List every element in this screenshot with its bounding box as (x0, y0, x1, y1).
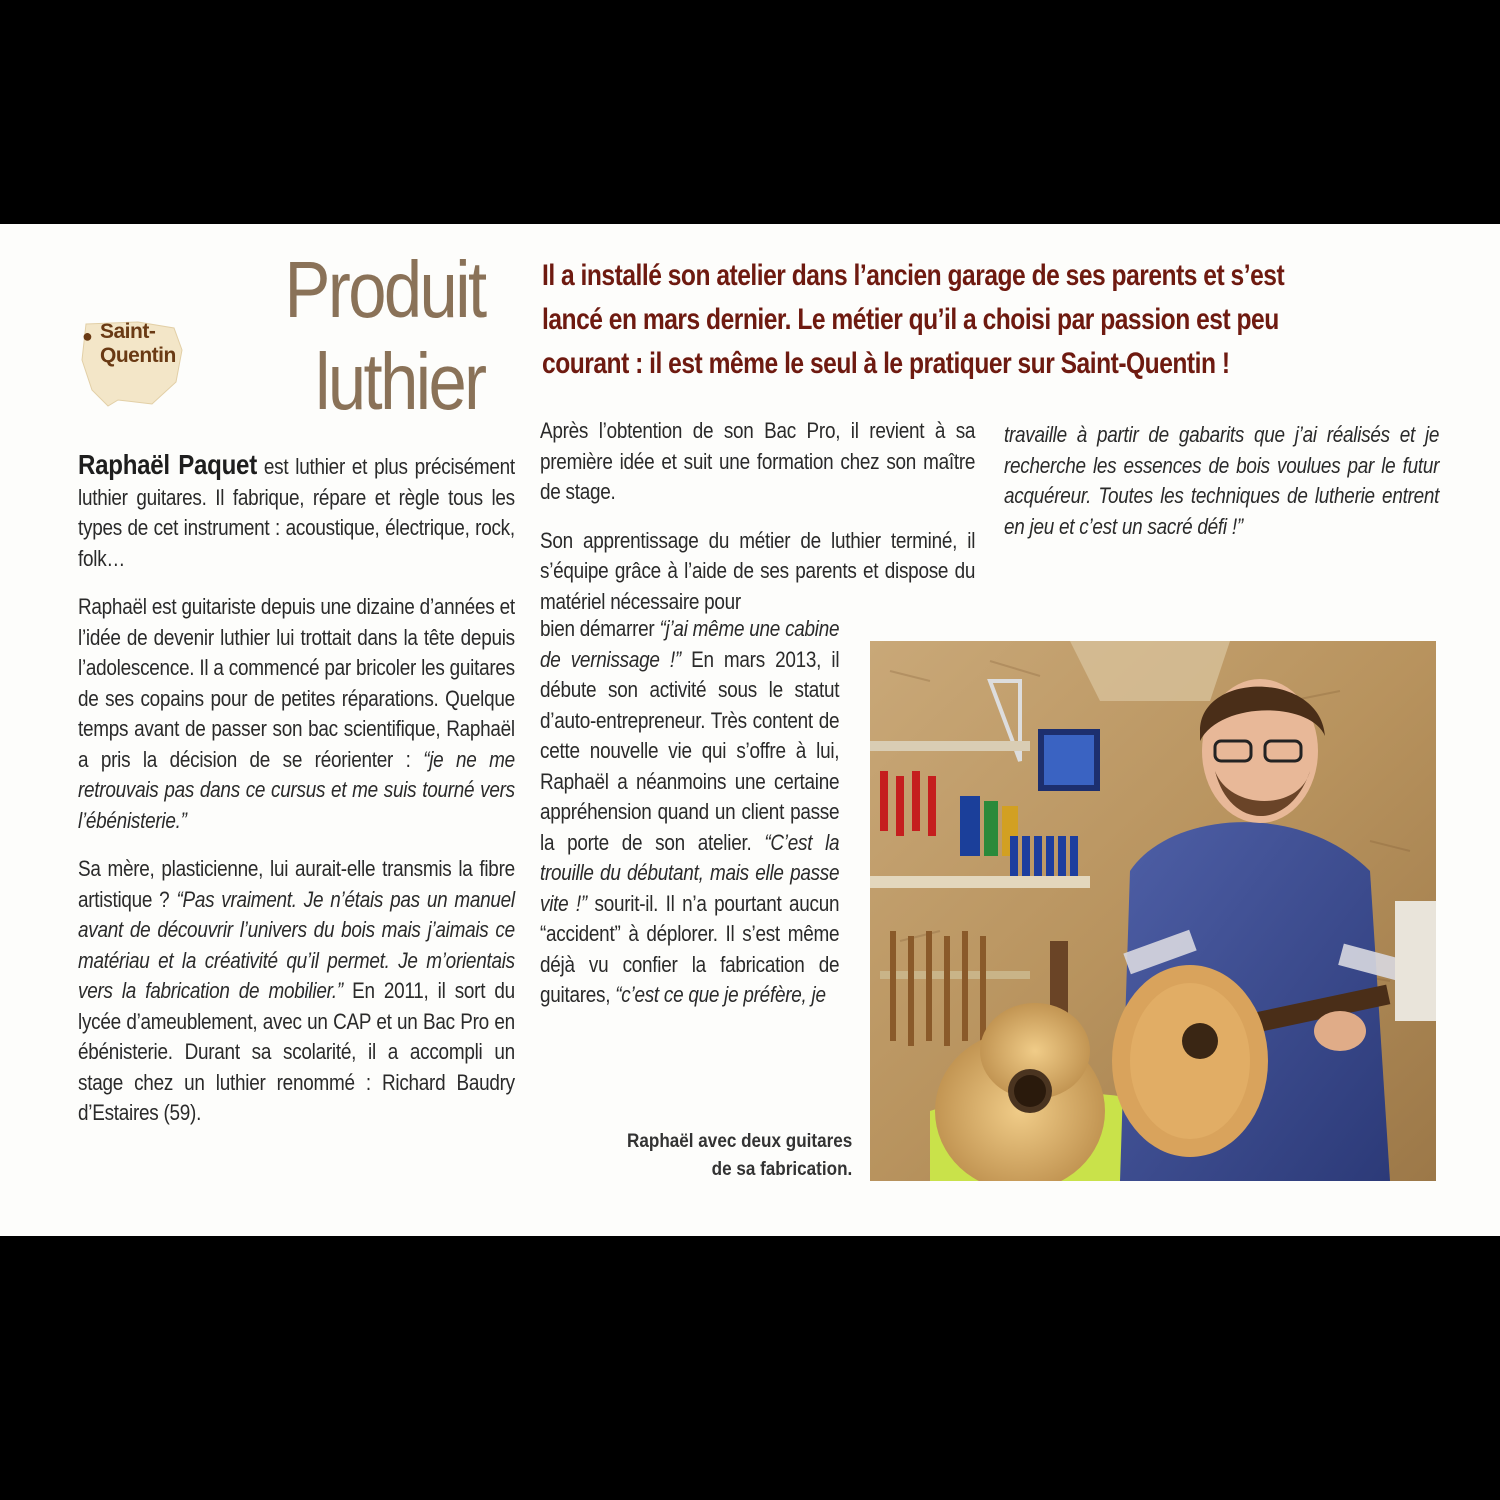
column-2 (540, 416, 975, 617)
workshop-photo (870, 641, 1436, 1181)
paragraph (540, 416, 975, 508)
article-title: Produit luthier (284, 245, 484, 426)
column-2-narrow (540, 614, 839, 1011)
paragraph (540, 526, 975, 618)
paragraph (540, 614, 839, 1011)
photo-illustration (870, 641, 1436, 1181)
paragraph (78, 592, 515, 836)
paragraph-text: est luthier et plus précisément luthier guitares. Il fabrique, répare et règle tous les types de cet instrument : acoustique, électrique, rock, folk… (78, 454, 515, 571)
paragraph-text: sourit-il. Il n’a pourtant aucun “accident” à déplorer. Il s’est même déjà vu confier la fabrication de guitares, (540, 890, 840, 1007)
location-tag (78, 320, 186, 410)
article-page (0, 224, 1500, 1236)
paragraph-text: En 2011, il sort du lycée d’ameublement, avec un CAP et un Bac Pro en ébénisterie. Durant sa scolarité, il a accompli un stage chez un luthier renommé : Richard Baudry d’Estaires (59). (78, 978, 515, 1125)
photo-caption: Raphaël avec deux guitares de sa fabrication. (626, 1131, 852, 1180)
paragraph-text: En mars 2013, il débute son activité sous le statut d’auto-entrepreneur. Très content de cette nouvelle vie qui s’offre à lui, Raphaël a néanmoins une certaine appréhension quand un client passe la porte de son atelier. (540, 646, 840, 855)
quote-text: “c’est ce que je préfère, je (615, 982, 826, 1007)
paragraph (78, 450, 515, 574)
quote-text: “C’est la trouille du débutant, mais elle passe vite !” (540, 829, 840, 916)
location-tag-text: Saint- Quentin (100, 320, 176, 367)
paragraph-text: bien démarrer (540, 616, 660, 641)
author-name: Raphaël Paquet (78, 449, 257, 480)
quote-text: “je ne me retrouvais pas dans ce cursus et me suis tourné vers l’ébénisterie.” (78, 746, 515, 833)
paragraph-text: Raphaël est guitariste depuis une dizaine d’années et l’idée de devenir luthier lui trottait dans la tête depuis l’adolescence. Il a commencé par bricoler les guitares de ses copains pour de petites réparations. Quelque temps avant de passer son bac scientifique, Raphaël a pris la décision de se réorienter : (78, 594, 515, 772)
column-1 (78, 450, 515, 1147)
quote-text: travaille à partir de gabarits que j’ai réalisés et je recherche les essences de bois voulues par le futur acquéreur. Toutes les techniques de lutherie entrent en jeu et c’est un sacré défi !” (1004, 422, 1440, 539)
paragraph-text: Sa mère, plasticienne, lui aurait-elle transmis la fibre artistique ? (78, 856, 515, 912)
paragraph-text: Après l’obtention de son Bac Pro, il revient à sa première idée et suit une formation chez son maître de stage. (540, 418, 976, 504)
paragraph (1004, 420, 1439, 542)
quote-text: “Pas vraiment. Je n’étais pas un manuel avant de découvrir l’univers du bois mais j’aimais ce matériau et la créativité qu’il permet. Je m’orientais vers la fabrication de mobilier.” (78, 886, 515, 1003)
column-3 (1004, 420, 1439, 560)
bullet-icon: ● (82, 326, 93, 346)
paragraph (78, 854, 515, 1129)
quote-text: “j’ai même une cabine de vernissage !” (540, 616, 840, 672)
paragraph-text: Son apprentissage du métier de luthier terminé, il s’équipe grâce à l’aide de ses parents et dispose du matériel nécessaire pour (540, 527, 976, 614)
article-lede: Il a installé son atelier dans l’ancien garage de ses parents et s’est lancé en mars dernier. Le métier qu’il a choisi par passion est peu courant : il est même le seul à le pratiquer sur Saint-Quentin ! (542, 259, 1285, 380)
